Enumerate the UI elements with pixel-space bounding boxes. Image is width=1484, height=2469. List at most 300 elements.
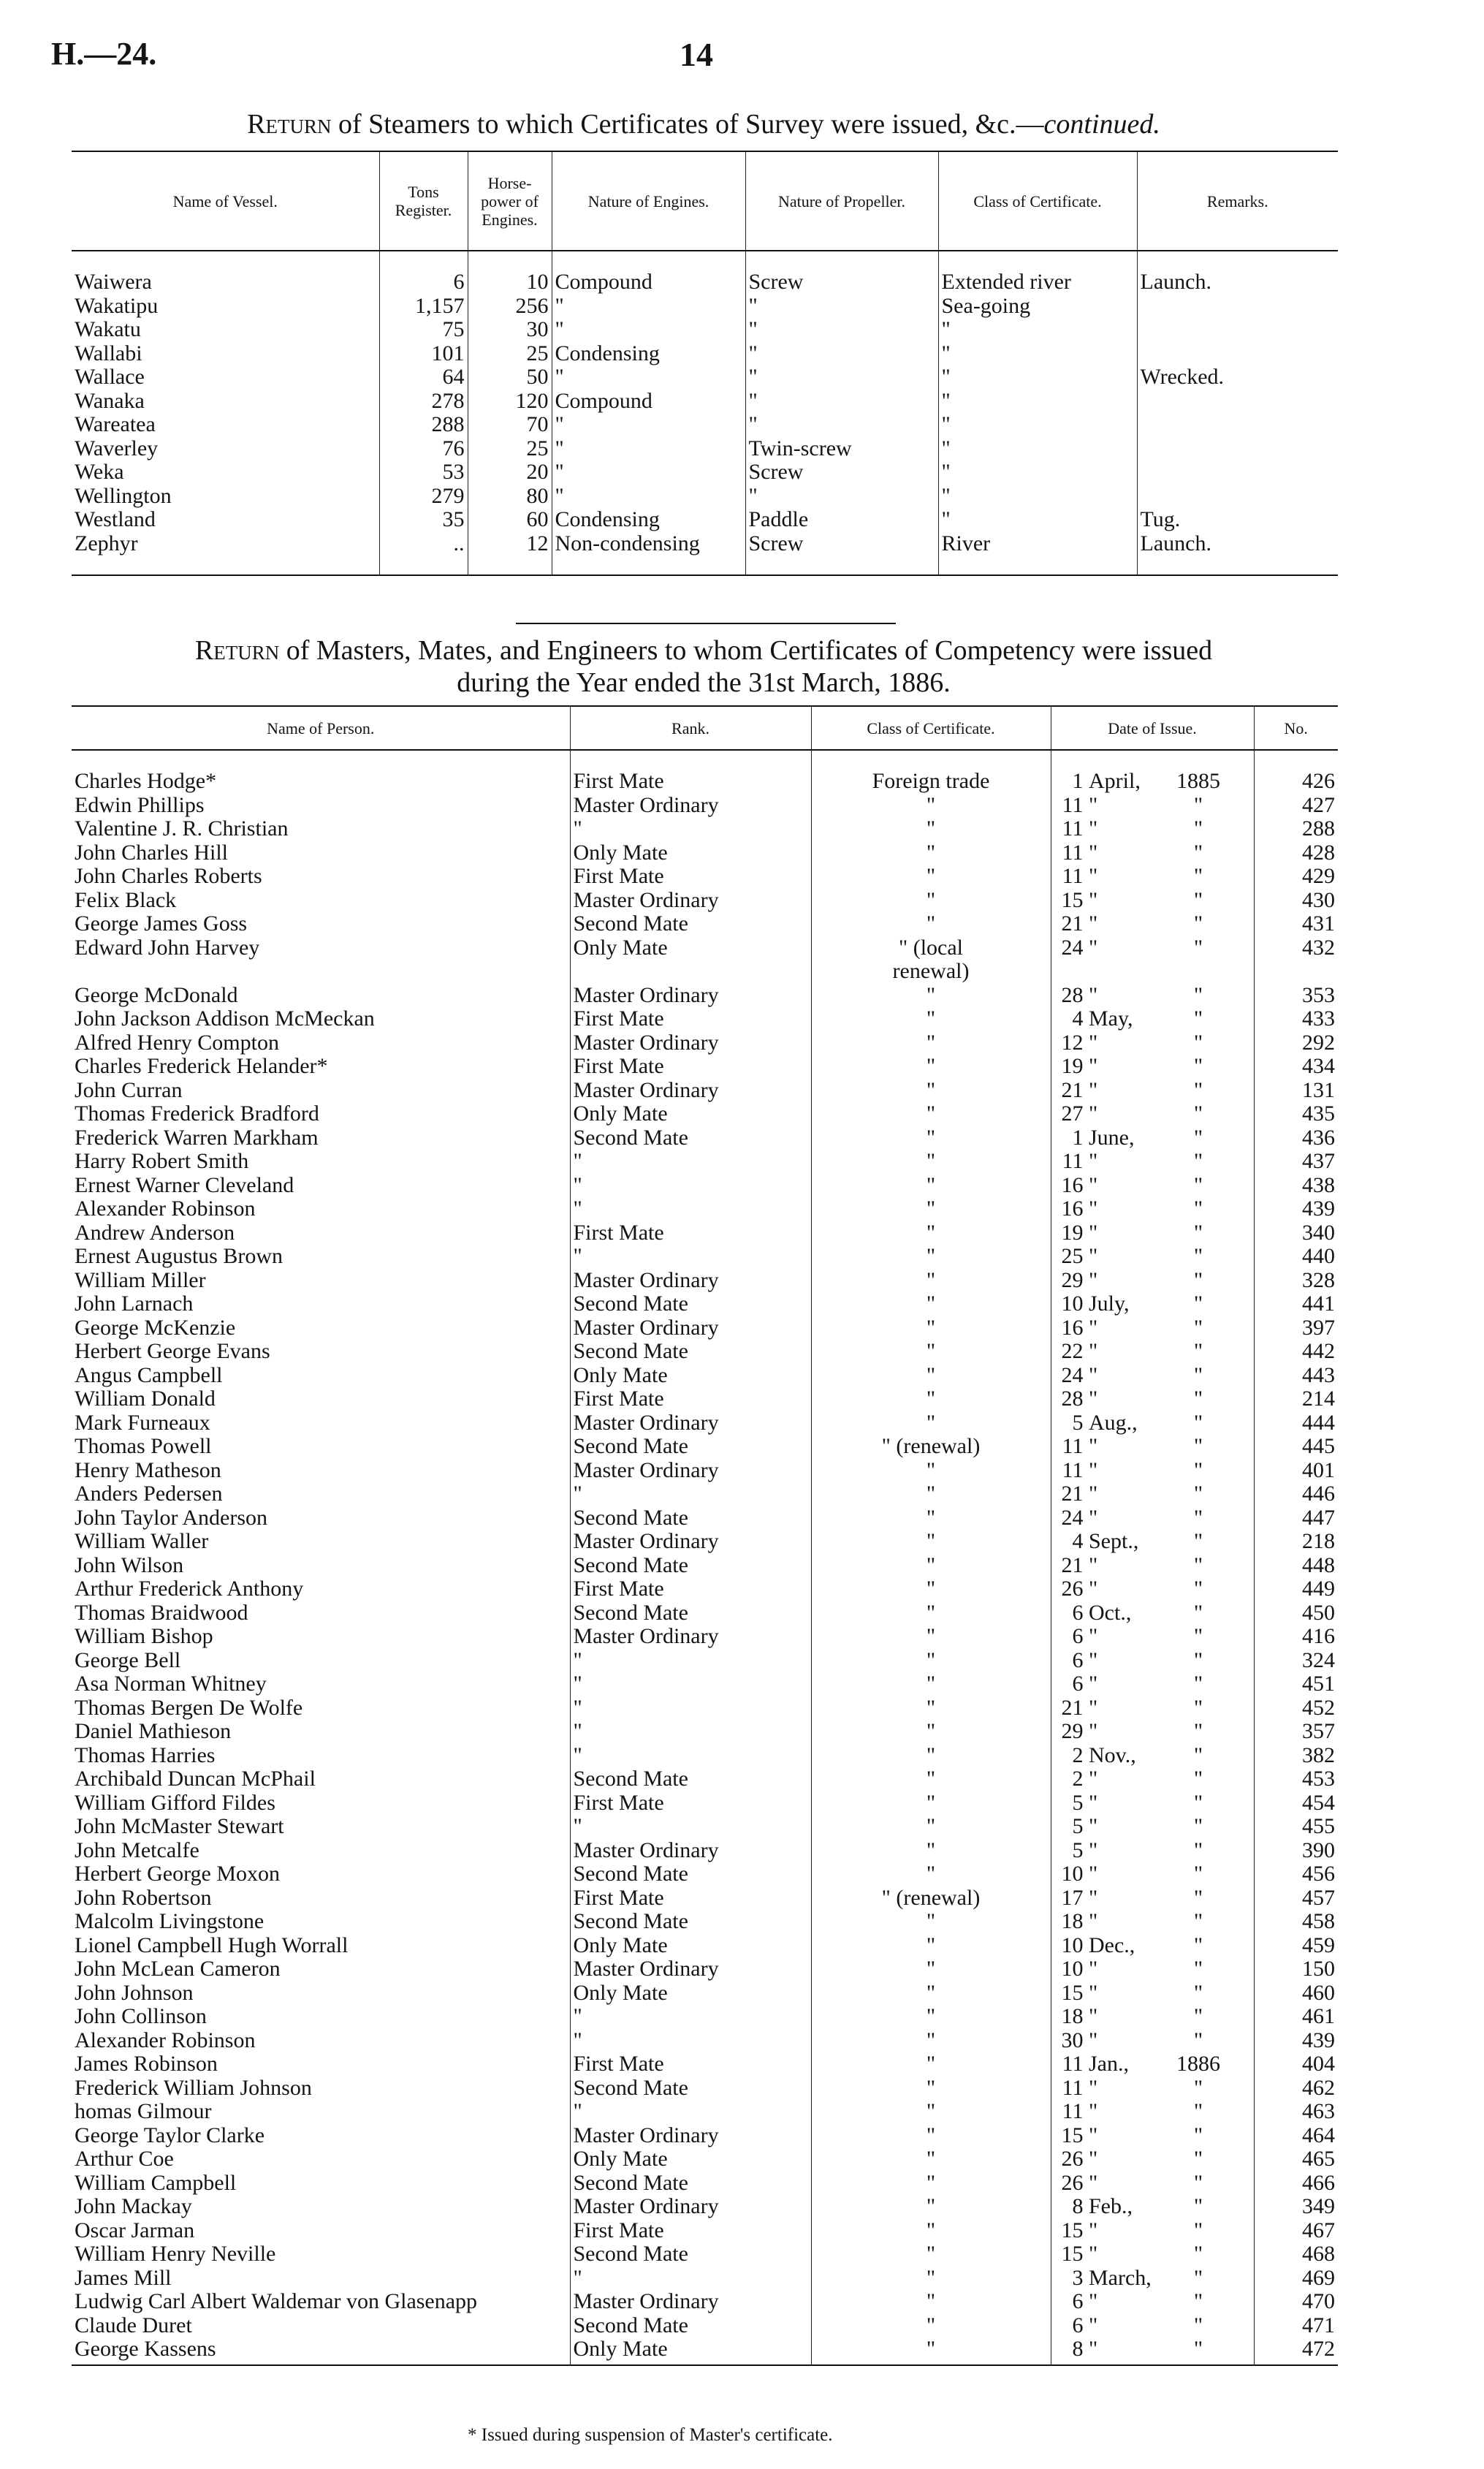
issue-day: 8 (1072, 2195, 1084, 2218)
certificate-number: 453 (1302, 1767, 1335, 1791)
horse-power: 30 (468, 318, 552, 342)
nature-of-engines: Non-condensing (552, 532, 745, 556)
date-of-issue (1051, 1957, 1254, 1981)
class-of-certificate: " (811, 1957, 1051, 1981)
vessel-name: Wareatea (72, 413, 379, 437)
date-of-issue (1051, 912, 1254, 936)
horse-power: 120 (468, 390, 552, 414)
issue-year: " (1193, 1435, 1203, 1458)
date-of-issue (1051, 1364, 1254, 1388)
class-of-certificate: renewal) (811, 960, 1051, 984)
person-name: William Campbell (72, 2172, 570, 2196)
issue-year: " (1193, 1791, 1203, 1815)
masters-row (72, 2005, 1338, 2029)
date-of-issue (1051, 1150, 1254, 1174)
issue-day: 26 (1061, 2147, 1084, 2171)
date-of-issue (1051, 1102, 1254, 1126)
masters-row (72, 2077, 1338, 2101)
class-of-certificate: " (811, 1221, 1051, 1245)
issue-year: 1885 (1176, 770, 1220, 793)
class-of-certificate: " (811, 1411, 1051, 1435)
nature-of-engines: Compound (552, 270, 745, 295)
person-name: Edwin Phillips (72, 794, 570, 818)
masters-row (72, 1150, 1338, 1174)
masters-header-date: Date of Issue. (1051, 706, 1254, 750)
class-of-certificate: " (811, 2029, 1051, 2053)
issue-year: " (1193, 2218, 1203, 2242)
certificate-number: 416 (1302, 1625, 1335, 1648)
person-name: George Bell (72, 1649, 570, 1673)
issue-year: " (1193, 1720, 1203, 1743)
rank: " (570, 2005, 811, 2029)
class-of-certificate: " (811, 1862, 1051, 1886)
masters-row (72, 1316, 1338, 1340)
rank: First Mate (570, 2219, 811, 2243)
issue-day: 18 (1061, 1910, 1084, 1933)
vessel-name: Waverley (72, 437, 379, 461)
rank: Master Ordinary (570, 1957, 811, 1981)
steamers-row (72, 460, 1338, 485)
issue-day: 28 (1061, 1387, 1084, 1411)
issue-month: " (1089, 2147, 1098, 2171)
person-name: George Taylor Clarke (72, 2124, 570, 2148)
nature-of-propeller: " (745, 295, 938, 319)
certificate-number: 462 (1302, 2076, 1335, 2100)
certificate-number: 466 (1302, 2171, 1335, 2195)
rank: Master Ordinary (570, 2195, 811, 2219)
issue-year: " (1193, 1601, 1203, 1625)
issue-month: " (1089, 1387, 1098, 1411)
certificate-number: 450 (1302, 1601, 1335, 1625)
person-name: John Robertson (72, 1886, 570, 1911)
person-name: John Curran (72, 1079, 570, 1103)
vessel-name: Wanaka (72, 390, 379, 414)
class-of-certificate: " (811, 794, 1051, 818)
class-of-certificate: " (811, 2172, 1051, 2196)
person-name: Ernest Augustus Brown (72, 1245, 570, 1269)
masters-row (72, 1387, 1338, 1411)
issue-month: " (1089, 1910, 1098, 1933)
remarks: Wrecked. (1140, 365, 1225, 389)
class-of-certificate: " (811, 1577, 1051, 1601)
remarks (1137, 295, 1338, 319)
issue-year: " (1193, 865, 1203, 888)
issue-day: 29 (1061, 1268, 1084, 1292)
class-of-certificate: " (811, 2052, 1051, 2077)
steamers-header-remarks: Remarks. (1206, 191, 1268, 211)
masters-row (72, 2029, 1338, 2053)
date-of-issue (1051, 2172, 1254, 2196)
class-of-certificate: " (811, 1625, 1051, 1649)
date-of-issue (1051, 2267, 1254, 2291)
certificate-number: 340 (1302, 1221, 1335, 1245)
person-name: Herbert George Evans (72, 1340, 570, 1364)
date-of-issue (1051, 1221, 1254, 1245)
masters-row (72, 1530, 1338, 1554)
date-of-issue (1051, 770, 1254, 794)
class-of-certificate: " (811, 2290, 1051, 2314)
rank: Only Mate (570, 1981, 811, 2006)
class-of-certificate: " (811, 2267, 1051, 2291)
vessel-name: Wakatipu (72, 295, 379, 319)
class-of-certificate: " (811, 2337, 1051, 2362)
masters-row (72, 1506, 1338, 1531)
masters-row (72, 912, 1338, 936)
issue-month: " (1089, 2028, 1098, 2052)
class-of-certificate: " (811, 912, 1051, 936)
vessel-name: Zephyr (72, 532, 379, 556)
horse-power: 70 (468, 413, 552, 437)
masters-row (72, 1672, 1338, 1696)
issue-day: 16 (1061, 1173, 1084, 1197)
date-of-issue (1051, 1791, 1254, 1816)
issue-day: 11 (1062, 1458, 1084, 1482)
masters-row (72, 1079, 1338, 1103)
steamers-row (72, 508, 1338, 532)
steamers-header-engines: Nature of Engines. (552, 151, 745, 251)
issue-year: " (1193, 2195, 1203, 2218)
date-of-issue (1051, 2005, 1254, 2029)
person-name: Thomas Powell (72, 1435, 570, 1459)
date-of-issue (1051, 1554, 1254, 1578)
page-reference: H.—24. (51, 36, 157, 72)
issue-month: " (1089, 865, 1098, 888)
certificate-number: 441 (1302, 1292, 1335, 1316)
steamers-row (72, 365, 1338, 390)
issue-month: " (1089, 1031, 1098, 1055)
tons-register: 279 (379, 485, 468, 509)
masters-row (72, 889, 1338, 913)
person-name: Mark Furneaux (72, 1411, 570, 1435)
certificate-number: 465 (1302, 2147, 1335, 2171)
issue-day: 4 (1072, 1530, 1084, 1553)
issue-day: 18 (1061, 2005, 1084, 2028)
masters-row (72, 1815, 1338, 1839)
remarks (1137, 437, 1338, 461)
masters-row (72, 1957, 1338, 1981)
date-of-issue (1051, 1696, 1254, 1721)
masters-row (72, 1292, 1338, 1316)
issue-day: 5 (1072, 1838, 1084, 1862)
issue-year: " (1193, 1102, 1203, 1126)
certificate-number: 427 (1302, 793, 1335, 817)
class-of-certificate: " (811, 1601, 1051, 1626)
date-of-issue (1051, 1672, 1254, 1696)
person-name: Alexander Robinson (72, 2029, 570, 2053)
person-name: Thomas Harries (72, 1744, 570, 1768)
issue-year: " (1193, 1411, 1203, 1435)
date-of-issue (1051, 1886, 1254, 1911)
issue-year: " (1193, 1340, 1203, 1363)
person-name: William Donald (72, 1387, 570, 1411)
person-name: Arthur Coe (72, 2147, 570, 2172)
masters-row (72, 1767, 1338, 1791)
nature-of-engines: " (552, 365, 745, 390)
footnote: * Issued during suspension of Master's certificate. (468, 2425, 833, 2445)
masters-row (72, 1981, 1338, 2006)
class-of-certificate: " (811, 1839, 1051, 1863)
certificate-number: 404 (1302, 2052, 1335, 2076)
issue-day: 2 (1072, 1767, 1084, 1791)
issue-month: " (1089, 983, 1098, 1007)
class-of-certificate: " (811, 865, 1051, 889)
certificate-number: 292 (1302, 1031, 1335, 1055)
issue-day: 29 (1061, 1720, 1084, 1743)
masters-row (72, 1791, 1338, 1816)
class-of-certificate: " (811, 1530, 1051, 1554)
certificate-number: 382 (1302, 1743, 1335, 1767)
rank: Master Ordinary (570, 1411, 811, 1435)
tons-register: 6 (379, 270, 468, 295)
class-of-certificate: " (811, 1364, 1051, 1388)
vessel-name: Wakatu (72, 318, 379, 342)
issue-day: 24 (1061, 936, 1084, 960)
issue-day: 21 (1061, 912, 1084, 936)
issue-month: Nov., (1089, 1743, 1136, 1767)
rank: Only Mate (570, 936, 811, 960)
issue-month: Sept., (1089, 1530, 1139, 1553)
date-of-issue (1051, 2290, 1254, 2314)
person-name: Daniel Mathieson (72, 1720, 570, 1744)
rank: " (570, 1245, 811, 1269)
issue-month: " (1089, 1435, 1098, 1458)
nature-of-propeller: Twin-screw (745, 437, 938, 461)
horse-power: 20 (468, 460, 552, 485)
issue-day: 12 (1061, 1031, 1084, 1055)
date-of-issue (1051, 1767, 1254, 1791)
certificate-number: 439 (1302, 2028, 1335, 2052)
class-of-certificate: " (938, 413, 1137, 437)
class-of-certificate: " (811, 1126, 1051, 1150)
issue-day: 6 (1072, 1625, 1084, 1648)
person-name: William Bishop (72, 1625, 570, 1649)
class-of-certificate: " (811, 1292, 1051, 1316)
rank: First Mate (570, 1577, 811, 1601)
nature-of-engines: " (552, 437, 745, 461)
date-of-issue (1051, 1340, 1254, 1364)
vessel-name: Waiwera (72, 270, 379, 295)
issue-day: 11 (1062, 817, 1084, 841)
issue-day: 26 (1061, 1577, 1084, 1601)
issue-month: " (1089, 793, 1098, 817)
person-name: William Henry Neville (72, 2242, 570, 2267)
rank: " (570, 817, 811, 841)
person-name: Frederick Warren Markham (72, 1126, 570, 1150)
masters-row (72, 1720, 1338, 1744)
steamers-row (72, 342, 1338, 366)
section-divider (516, 623, 896, 624)
certificate-number: 449 (1302, 1577, 1335, 1601)
issue-month: " (1089, 817, 1098, 841)
rank: " (570, 2100, 811, 2124)
issue-day: 15 (1061, 888, 1084, 912)
steamers-header-propeller: Nature of Propeller. (745, 151, 938, 251)
rank: Master Ordinary (570, 1031, 811, 1055)
date-of-issue (1051, 841, 1254, 865)
issue-month: " (1089, 1245, 1098, 1268)
date-of-issue (1051, 1411, 1254, 1435)
date-of-issue (1051, 984, 1254, 1008)
person-name: Harry Robert Smith (72, 1150, 570, 1174)
certificate-number: 431 (1302, 912, 1335, 936)
class-of-certificate: " (811, 1340, 1051, 1364)
issue-year: " (1193, 793, 1203, 817)
issue-month: June, (1089, 1126, 1135, 1150)
issue-month: " (1089, 2100, 1098, 2123)
rank: " (570, 1720, 811, 1744)
class-of-certificate: Sea-going (938, 295, 1137, 319)
issue-month: April, (1089, 770, 1141, 793)
masters-table-body (72, 750, 1338, 2365)
issue-month: Jan., (1089, 2052, 1129, 2076)
class-of-certificate: " (938, 318, 1137, 342)
masters-row (72, 841, 1338, 865)
masters-row (72, 2337, 1338, 2362)
issue-day: 6 (1072, 1648, 1084, 1672)
certificate-number: 428 (1302, 841, 1335, 865)
rank: Second Mate (570, 1506, 811, 1531)
issue-day: 19 (1061, 1055, 1084, 1078)
class-of-certificate: " (811, 1506, 1051, 1531)
steamers-row (72, 318, 1338, 342)
issue-day: 8 (1072, 2337, 1084, 2361)
horse-power: 80 (468, 485, 552, 509)
issue-month: " (1089, 1055, 1098, 1078)
issue-year: " (1193, 1221, 1203, 1245)
masters-row (72, 1055, 1338, 1079)
person-name: Angus Campbell (72, 1364, 570, 1388)
issue-month: " (1089, 1197, 1098, 1221)
issue-year: " (1193, 1886, 1203, 1910)
certificate-number: 438 (1302, 1173, 1335, 1197)
issue-year: " (1193, 2266, 1203, 2290)
remarks: Tug. (1140, 508, 1181, 531)
date-of-issue (1051, 1245, 1254, 1269)
rank: Second Mate (570, 1554, 811, 1578)
rank: Master Ordinary (570, 1079, 811, 1103)
nature-of-propeller: Screw (745, 270, 938, 295)
certificate-number: 429 (1302, 865, 1335, 888)
rank: First Mate (570, 865, 811, 889)
class-of-certificate: " (811, 2219, 1051, 2243)
person-name: George James Goss (72, 912, 570, 936)
person-name: George McDonald (72, 984, 570, 1008)
remarks (1137, 342, 1338, 366)
certificate-number: 451 (1302, 1672, 1335, 1696)
issue-year: " (1193, 1363, 1203, 1387)
issue-month: " (1089, 1791, 1098, 1815)
masters-row (72, 1482, 1338, 1506)
class-of-certificate: " (811, 2147, 1051, 2172)
steamers-caption (72, 108, 1336, 140)
issue-day: 15 (1061, 2242, 1084, 2266)
class-of-certificate: " (811, 1696, 1051, 1721)
person-name: George Kassens (72, 2337, 570, 2362)
issue-day: 15 (1061, 2123, 1084, 2147)
steamers-row (72, 390, 1338, 414)
person-name: George McKenzie (72, 1316, 570, 1340)
rank: First Mate (570, 1886, 811, 1911)
issue-year: " (1193, 1055, 1203, 1078)
issue-month: " (1089, 1696, 1098, 1720)
issue-day: 11 (1062, 841, 1084, 865)
class-of-certificate: " (811, 2077, 1051, 2101)
class-of-certificate: " (811, 1007, 1051, 1031)
issue-day: 5 (1072, 1815, 1084, 1838)
vessel-name: Wallabi (72, 342, 379, 366)
date-of-issue (1051, 936, 1254, 960)
date-of-issue (1051, 1126, 1254, 1150)
issue-year: " (1193, 1268, 1203, 1292)
issue-month: Feb., (1089, 2195, 1133, 2218)
person-name: James Mill (72, 2267, 570, 2291)
date-of-issue (1051, 1862, 1254, 1886)
masters-row (72, 1245, 1338, 1269)
date-of-issue (1051, 1530, 1254, 1554)
issue-year: " (1193, 2313, 1203, 2337)
issue-month: " (1089, 1957, 1098, 1981)
masters-row (72, 1269, 1338, 1293)
person-name: John McLean Cameron (72, 1957, 570, 1981)
issue-day: 28 (1061, 983, 1084, 1007)
certificate-number: 470 (1302, 2290, 1335, 2313)
class-of-certificate: " (811, 889, 1051, 913)
class-of-certificate: " (811, 1174, 1051, 1198)
certificate-number: 436 (1302, 1126, 1335, 1150)
certificate-number: 454 (1302, 1791, 1335, 1815)
issue-day: 21 (1061, 1553, 1084, 1577)
date-of-issue (1051, 2077, 1254, 2101)
horse-power: 10 (468, 270, 552, 295)
masters-row (72, 2100, 1338, 2124)
rank: First Mate (570, 1791, 811, 1816)
date-of-issue (1051, 1174, 1254, 1198)
issue-month: " (1089, 2076, 1098, 2100)
remarks (1137, 485, 1338, 509)
class-of-certificate: " (811, 2195, 1051, 2219)
class-of-certificate: " (811, 1197, 1051, 1221)
class-of-certificate: " (938, 485, 1137, 509)
issue-month: " (1089, 2171, 1098, 2195)
date-of-issue (1051, 1435, 1254, 1459)
steamers-row (72, 413, 1338, 437)
rank: Master Ordinary (570, 1530, 811, 1554)
class-of-certificate: " (811, 1767, 1051, 1791)
certificate-number: 430 (1302, 888, 1335, 912)
rank: Master Ordinary (570, 1459, 811, 1483)
issue-month: July, (1089, 1292, 1130, 1316)
date-of-issue (1051, 1815, 1254, 1839)
issue-year: " (1193, 983, 1203, 1007)
rank: Second Mate (570, 1126, 811, 1150)
issue-year: " (1193, 1387, 1203, 1411)
person-name: Andrew Anderson (72, 1221, 570, 1245)
rank: Master Ordinary (570, 1316, 811, 1340)
issue-day: 2 (1072, 1743, 1084, 1767)
rank: Only Mate (570, 2147, 811, 2172)
person-name: Thomas Bergen De Wolfe (72, 1696, 570, 1721)
rank: First Mate (570, 1007, 811, 1031)
issue-day: 16 (1061, 1316, 1084, 1340)
nature-of-propeller: Screw (745, 460, 938, 485)
tons-register: 278 (379, 390, 468, 414)
masters-row (72, 1649, 1338, 1673)
rank: " (570, 2267, 811, 2291)
class-of-certificate: Foreign trade (811, 770, 1051, 794)
certificate-number: 288 (1302, 817, 1335, 841)
certificate-number: 432 (1302, 936, 1335, 960)
tons-register: 53 (379, 460, 468, 485)
